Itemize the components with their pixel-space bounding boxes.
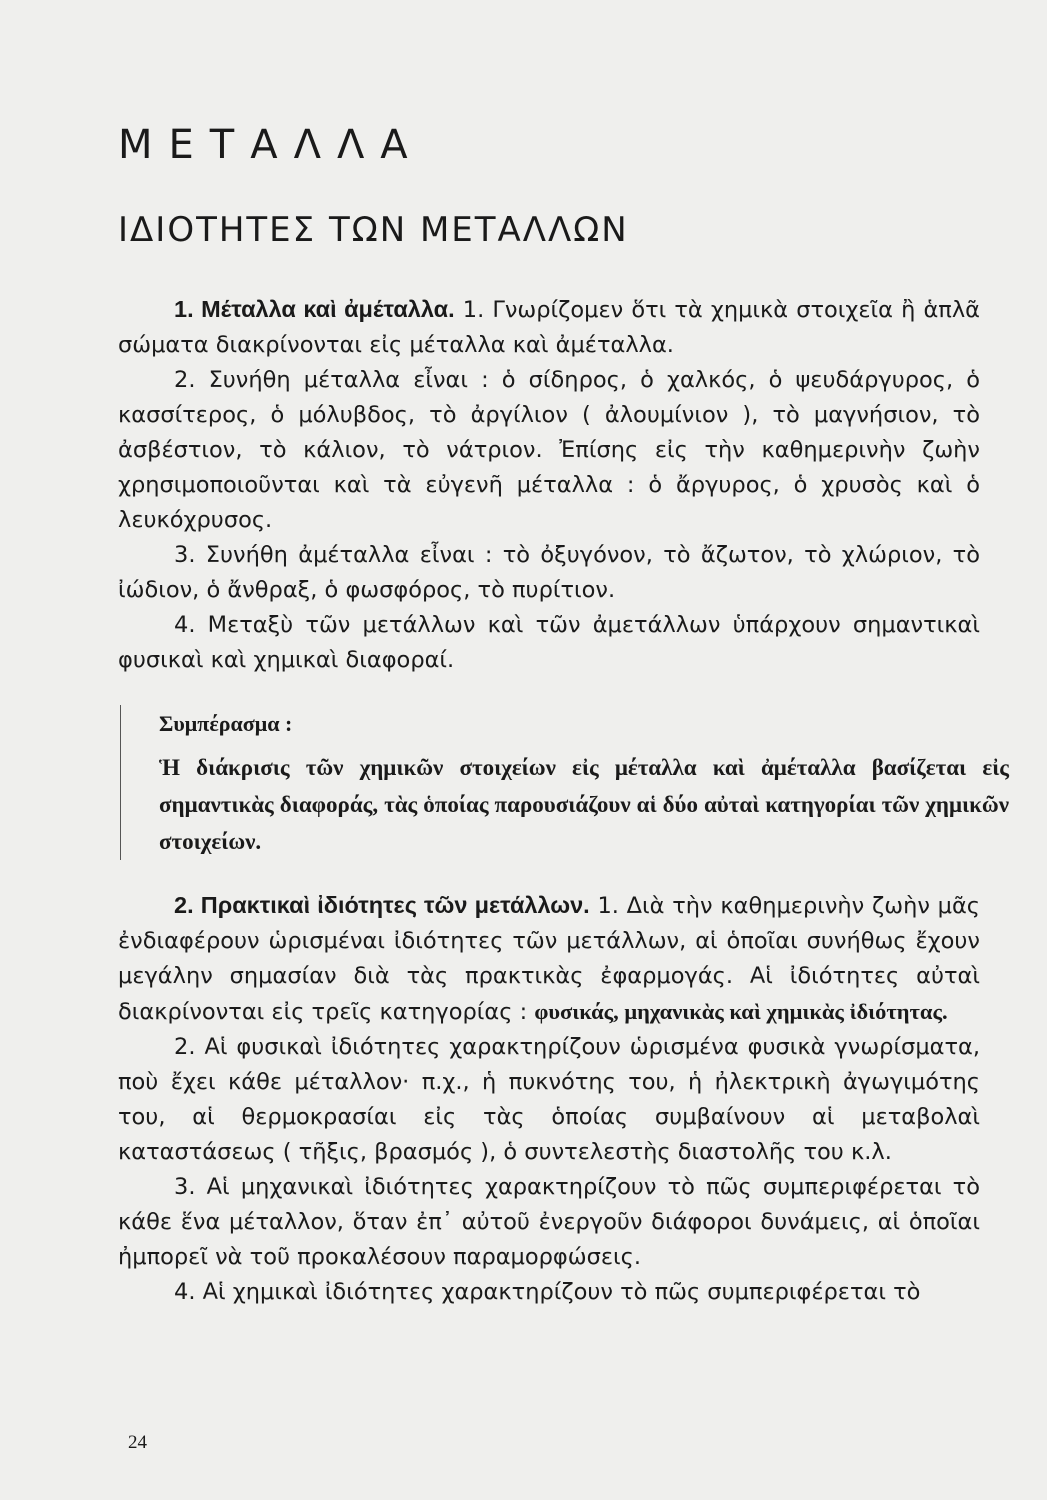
page-number: 24: [128, 1432, 147, 1453]
chapter-subtitle: ΙΔΙΟΤΗΤΕΣ ΤΩΝ ΜΕΤΑΛΛΩΝ: [118, 210, 629, 250]
section-1-paragraph-3: 3. Συνήθη ἀμέταλλα εἶναι : τὸ ὀξυγόνον, τὸ ἄζωτον, τὸ χλώριον, τὸ ἰώδιον, ὁ ἄνθραξ, ὁ φωσφόρος, τὸ πυρίτιον.: [118, 542, 980, 603]
section-1-paragraph-4: 4. Μεταξὺ τῶν μετάλλων καὶ τῶν ἀμετάλλων ὑπάρχουν σημαντικαὶ φυσικαὶ καὶ χημικαὶ διαφοραί.: [118, 612, 980, 673]
section-2-paragraph-2: 2. Αἱ φυσικαὶ ἰδιότητες χαρακτηρίζουν ὡρισμένα φυσικὰ γνωρίσματα, ποὺ ἔχει κάθε μέταλλον· π.χ., ἡ πυκνότης του, ἡ ἠλεκτρικὴ ἀγωγιμότης του, αἱ θερμοκρασίαι εἰς τὰς ὁποίας συμβαίνουν αἱ μεταβολαὶ καταστάσεως ( τῆξις, βρασμός ), ὁ συντελεστὴς διαστολῆς του κ.λ.: [118, 1034, 980, 1165]
conclusion-box: [120, 705, 1009, 860]
conclusion-title: Συμπέρασμα :: [159, 711, 293, 736]
section-2-heading: 2. Πρακτικαὶ ἰδιότητες τῶν μετάλλων.: [174, 892, 590, 918]
section-1-p1-text: 1. Γνωρίζομεν ὅτι τὰ χημικὰ στοιχεῖα ἢ ἁπλᾶ σώματα διακρίνονται εἰς μέταλλα καὶ ἀμέταλλα.: [118, 297, 980, 358]
conclusion-text: Ἡ διάκρισις τῶν χημικῶν στοιχείων εἰς μέταλλα καὶ ἀμέταλλα βασίζεται εἰς σημαντικὰς διαφοράς, τὰς ὁποίας παρουσιάζουν αἱ δύο αὐταὶ κατηγορίαι τῶν χημικῶν στοιχείων.: [159, 755, 1009, 854]
section-2: [118, 888, 980, 1310]
section-2-paragraph-4: 4. Αἱ χημικαὶ ἰδιότητες χαρακτηρίζουν τὸ πῶς συμπεριφέρεται τὸ: [174, 1279, 921, 1305]
section-1-paragraph-2: 2. Συνήθη μέταλλα εἶναι : ὁ σίδηρος, ὁ χαλκός, ὁ ψευδάργυρος, ὁ κασσίτερος, ὁ μόλυβδος, τὸ ἀργίλιον ( ἀλουμίνιον ), τὸ μαγνήσιον, τὸ ἀσβέστιον, τὸ κάλιον, τὸ νάτριον. Ἐπίσης εἰς τὴν καθημερινὴν ζωὴν χρησιμοποιοῦνται καὶ τὰ εὐγενῆ μέταλλα : ὁ ἄργυρος, ὁ χρυσὸς καὶ ὁ λευκόχρυσος.: [118, 367, 980, 533]
section-2-p1-bold: φυσικάς, μηχανικὰς καὶ χημικὰς ἰδιότητας.: [534, 999, 948, 1024]
section-2-paragraph-1: [118, 888, 980, 1030]
section-1: [118, 292, 980, 678]
chapter-title: ΜΕΤΑΛΛΑ: [118, 122, 424, 168]
section-2-p1-text: 1. Διὰ τὴν καθημερινὴν ζωὴν μᾶς ἐνδιαφέρουν ὡρισμέναι ἰδιότητες τῶν μετάλλων, αἱ ὁποῖαι συνήθως ἔχουν μεγάλην σημασίαν διὰ τὰς πρακτικὰς ἐφαρμογάς. Αἱ ἰδιότητες αὐταὶ διακρίνονται εἰς τρεῖς κατηγορίας :: [118, 893, 981, 1025]
section-1-heading: 1. Μέταλλα καὶ ἀμέταλλα.: [174, 296, 455, 322]
section-1-paragraph-1: [118, 292, 980, 363]
section-2-paragraph-3: 3. Αἱ μηχανικαὶ ἰδιότητες χαρακτηρίζουν τὸ πῶς συμπεριφέρεται τὸ κάθε ἕνα μέταλλον, ὅταν ἐπ᾿ αὐτοῦ ἐνεργοῦν διάφοροι δυνάμεις, αἱ ὁποῖαι ἠμπορεῖ νὰ τοῦ προκαλέσουν παραμορφώσεις.: [118, 1174, 980, 1270]
